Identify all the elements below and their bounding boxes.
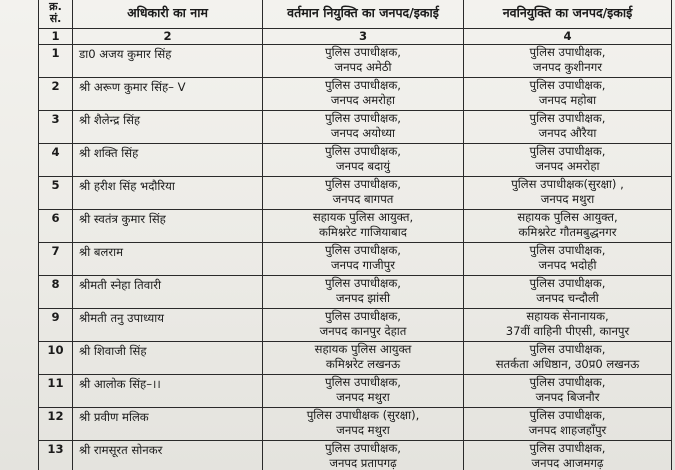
current-posting-cell — [263, 309, 464, 342]
new-posting-line: सतर्कता अधिष्ठान, उ0प्र0 लखनऊ — [495, 357, 640, 371]
officer-name-cell: श्री शक्ति सिंह — [73, 144, 263, 177]
new-posting-cell — [464, 144, 672, 177]
current-posting-line: पुलिस उपाधीक्षक, — [325, 243, 401, 257]
current-posting-cell — [263, 243, 464, 276]
serial-number-cell: 10 — [39, 342, 73, 375]
current-posting-line: पुलिस उपाधीक्षक, — [325, 144, 401, 158]
new-posting-line: जनपद औरैया — [538, 126, 597, 140]
transfer-table — [38, 0, 672, 470]
current-posting-line: जनपद कानपुर देहात — [319, 324, 407, 338]
current-posting-line: पुलिस उपाधीक्षक, — [325, 78, 401, 92]
officer-name-cell: श्री प्रवीण मलिक — [73, 408, 263, 441]
current-posting-cell — [263, 441, 464, 470]
column-number: 1 — [39, 29, 73, 45]
current-posting-cell — [263, 408, 464, 441]
current-posting-line: कमिश्नरेट गाजियाबाद — [319, 225, 407, 239]
column-number: 4 — [464, 29, 672, 45]
current-posting-cell — [263, 144, 464, 177]
officer-name-cell: श्रीमती तनु उपाध्याय — [73, 309, 263, 342]
new-posting-line: पुलिस उपाधीक्षक, — [529, 375, 606, 389]
header-officer-name: अधिकारी का नाम — [73, 0, 263, 29]
current-posting-line: जनपद मथुरा — [336, 390, 390, 404]
new-posting-cell — [464, 441, 672, 470]
new-posting-line: जनपद कुशीनगर — [533, 60, 602, 74]
current-posting-line: जनपद प्रतापगढ़ — [329, 456, 397, 470]
table-row — [39, 177, 672, 210]
current-posting-line: सहायक पुलिस आयुक्त — [314, 342, 412, 356]
new-posting-line: पुलिस उपाधीक्षक(सुरक्षा) , — [511, 177, 624, 191]
current-posting-cell — [263, 78, 464, 111]
new-posting-line: पुलिस उपाधीक्षक, — [529, 408, 606, 422]
serial-number-cell: 6 — [39, 210, 73, 243]
officer-name-cell: श्रीमती स्नेहा तिवारी — [73, 276, 263, 309]
table-row — [39, 375, 672, 408]
officer-name-cell: श्री अरूण कुमार सिंह– V — [73, 78, 263, 111]
new-posting-line: सहायक सेनानायक, — [526, 309, 609, 323]
new-posting-line: पुलिस उपाधीक्षक, — [529, 441, 606, 455]
column-number: 2 — [73, 29, 263, 45]
current-posting-line: पुलिस उपाधीक्षक, — [325, 441, 401, 455]
table-row — [39, 441, 672, 470]
table-row — [39, 78, 672, 111]
current-posting-line: कमिश्नरेट लखनऊ — [325, 357, 401, 371]
table-body — [39, 45, 672, 470]
column-number: 3 — [263, 29, 464, 45]
current-posting-line: पुलिस उपाधीक्षक, — [325, 177, 401, 191]
table-row — [39, 111, 672, 144]
serial-number-cell: 5 — [39, 177, 73, 210]
current-posting-line: जनपद अमेठी — [334, 60, 392, 74]
new-posting-line: पुलिस उपाधीक्षक, — [529, 342, 606, 356]
new-posting-line: जनपद शाहजहाँपुर — [528, 423, 607, 437]
table-row — [39, 342, 672, 375]
current-posting-line: पुलिस उपाधीक्षक (सुरक्षा), — [306, 408, 420, 422]
current-posting-line: जनपद गाजीपुर — [331, 258, 395, 272]
current-posting-cell — [263, 276, 464, 309]
serial-number-cell: 11 — [39, 375, 73, 408]
serial-number-cell: 3 — [39, 111, 73, 144]
new-posting-line: जनपद अमरोहा — [535, 159, 600, 173]
current-posting-cell — [263, 177, 464, 210]
serial-number-cell: 13 — [39, 441, 73, 470]
new-posting-line: पुलिस उपाधीक्षक, — [529, 276, 606, 290]
current-posting-line: जनपद बागपत — [332, 192, 394, 206]
current-posting-line: जनपद मथुरा — [336, 423, 390, 437]
new-posting-line: कमिश्नरेट गौतमबुद्धनगर — [518, 225, 617, 239]
serial-number-cell: 8 — [39, 276, 73, 309]
new-posting-cell — [464, 276, 672, 309]
column-number-row — [39, 29, 672, 45]
new-posting-line: जनपद महोबा — [538, 93, 597, 107]
new-posting-cell — [464, 408, 672, 441]
new-posting-line: जनपद चन्दौली — [536, 291, 599, 305]
new-posting-line: पुलिस उपाधीक्षक, — [529, 78, 606, 92]
current-posting-line: जनपद बदायुं — [336, 159, 390, 173]
current-posting-cell — [263, 342, 464, 375]
current-posting-line: सहायक पुलिस आयुक्त, — [312, 210, 414, 224]
officer-name-cell: श्री शिवाजी सिंह — [73, 342, 263, 375]
current-posting-line: जनपद झांसी — [335, 291, 391, 305]
current-posting-line: पुलिस उपाधीक्षक, — [325, 45, 401, 59]
table-row — [39, 276, 672, 309]
new-posting-line: जनपद बिजनौर — [535, 390, 600, 404]
current-posting-cell — [263, 111, 464, 144]
current-posting-cell — [263, 45, 464, 78]
officer-name-cell: श्री आलोक सिंह–।। — [73, 375, 263, 408]
officer-name-cell: श्री बलराम — [73, 243, 263, 276]
new-posting-cell — [464, 309, 672, 342]
current-posting-cell — [263, 375, 464, 408]
header-serial-number: क्र. सं. — [39, 0, 73, 29]
new-posting-line: पुलिस उपाधीक्षक, — [529, 243, 606, 257]
new-posting-line: जनपद आजमगढ़ — [531, 456, 604, 470]
header-current-posting: वर्तमान नियुक्ति का जनपद/इकाई — [263, 0, 464, 29]
officer-name-cell: डा0 अजय कुमार सिंह — [73, 45, 263, 78]
serial-number-cell: 12 — [39, 408, 73, 441]
new-posting-line: पुलिस उपाधीक्षक, — [529, 111, 606, 125]
table-row — [39, 243, 672, 276]
new-posting-line: पुलिस उपाधीक्षक, — [529, 144, 606, 158]
current-posting-line: पुलिस उपाधीक्षक, — [325, 309, 401, 323]
officer-name-cell: श्री रामसूरत सोनकर — [73, 441, 263, 470]
new-posting-cell — [464, 177, 672, 210]
header-new-posting: नवनियुक्ति का जनपद/इकाई — [464, 0, 672, 29]
current-posting-line: पुलिस उपाधीक्षक, — [325, 276, 401, 290]
new-posting-cell — [464, 342, 672, 375]
serial-number-cell: 2 — [39, 78, 73, 111]
officer-name-cell: श्री हरीश सिंह भदौरिया — [73, 177, 263, 210]
table-row — [39, 408, 672, 441]
new-posting-line: सहायक पुलिस आयुक्त, — [517, 210, 618, 224]
serial-number-cell: 7 — [39, 243, 73, 276]
officer-name-cell: श्री स्वतंत्र कुमार सिंह — [73, 210, 263, 243]
new-posting-line: जनपद भदोही — [538, 258, 597, 272]
current-posting-line: जनपद अमरोहा — [330, 93, 396, 107]
table-row — [39, 210, 672, 243]
current-posting-cell — [263, 210, 464, 243]
serial-number-cell: 9 — [39, 309, 73, 342]
new-posting-line: जनपद मथुरा — [540, 192, 595, 206]
table-header-row — [39, 0, 672, 29]
table-row — [39, 309, 672, 342]
current-posting-line: पुलिस उपाधीक्षक, — [325, 375, 401, 389]
table-row — [39, 144, 672, 177]
current-posting-line: जनपद अयोध्या — [330, 126, 396, 140]
current-posting-line: पुलिस उपाधीक्षक, — [325, 111, 401, 125]
serial-number-cell: 1 — [39, 45, 73, 78]
new-posting-line: पुलिस उपाधीक्षक, — [529, 45, 606, 59]
table-row — [39, 45, 672, 78]
new-posting-cell — [464, 45, 672, 78]
new-posting-cell — [464, 243, 672, 276]
new-posting-cell — [464, 111, 672, 144]
new-posting-cell — [464, 210, 672, 243]
officer-name-cell: श्री शैलेन्द्र सिंह — [73, 111, 263, 144]
new-posting-cell — [464, 375, 672, 408]
new-posting-line: 37वीं वाहिनी पीएसी, कानपुर — [505, 324, 630, 338]
serial-number-cell: 4 — [39, 144, 73, 177]
new-posting-cell — [464, 78, 672, 111]
